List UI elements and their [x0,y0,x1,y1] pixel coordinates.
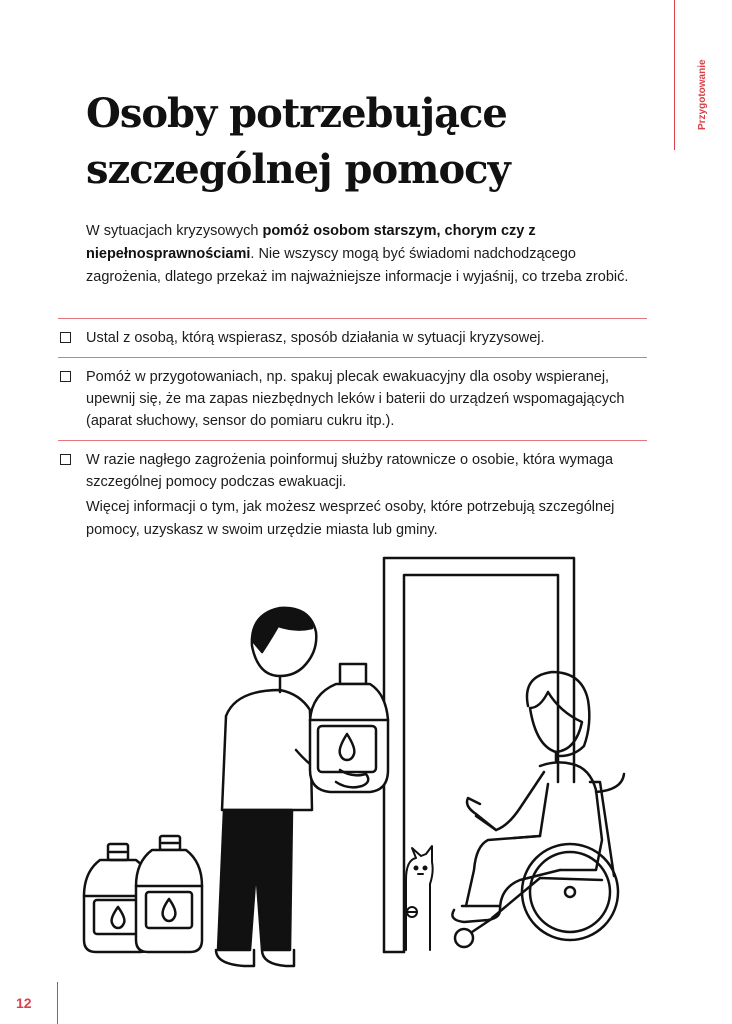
intro-text-end: . Nie wszyscy mogą być świadomi nadchodzącego zagrożenia, dlatego przekaż im najważniejsze informacje i wyjaśnij, co trzeba zrobić. [86,246,629,285]
page-number-rule [57,982,58,1024]
checkbox-icon[interactable] [60,332,71,343]
water-bottle-icon [136,836,202,952]
side-rule [674,0,675,150]
page-number: 12 [16,995,32,1011]
title-line-2: szczególnej pomocy [86,146,510,193]
door-icon [384,558,574,952]
checklist-item [58,440,647,501]
title-line-1: Osoby potrzebujące [86,90,507,137]
page-title [86,86,510,198]
illustration [0,540,732,980]
intro-paragraph [86,220,646,289]
checkbox-icon[interactable] [60,371,71,382]
section-label: Przygotowanie [697,59,708,130]
checklist-item [58,318,647,357]
checkbox-icon[interactable] [60,454,71,465]
checklist-item [58,357,647,440]
checklist [58,318,647,501]
outro-paragraph: Więcej informacji o tym, jak możesz wesprzeć osoby, które potrzebują szczególnej pomocy, uzyskasz w swoim urzędzie miasta lub gminy. [86,499,615,538]
checklist-item-text: Ustal z osobą, którą wspierasz, sposób działania w sytuacji kryzysowej. [86,330,545,346]
intro-text-start: W sytuacjach kryzysowych [86,223,263,239]
man-carrying-bottle-icon [216,608,388,966]
checklist-item-text: Pomóż w przygotowaniach, np. spakuj plecak ewakuacyjny dla osoby wspieranej, upewnij się, że ma zapas niezbędnych leków i baterii do urządzeń wspomagających (aparat słuchowy, sensor do pomiaru cukru itp.). [86,369,625,429]
checklist-item-text: W razie nagłego zagrożenia poinformuj służby ratownicze o osobie, która wymaga szczególnej pomocy podczas ewakuacji. [86,452,614,490]
intro-bold-text: pomóż osobom starszym, chorym czy z niepełnosprawnościami [86,223,536,262]
cat-icon [406,846,433,950]
woman-in-wheelchair-icon [452,672,624,947]
